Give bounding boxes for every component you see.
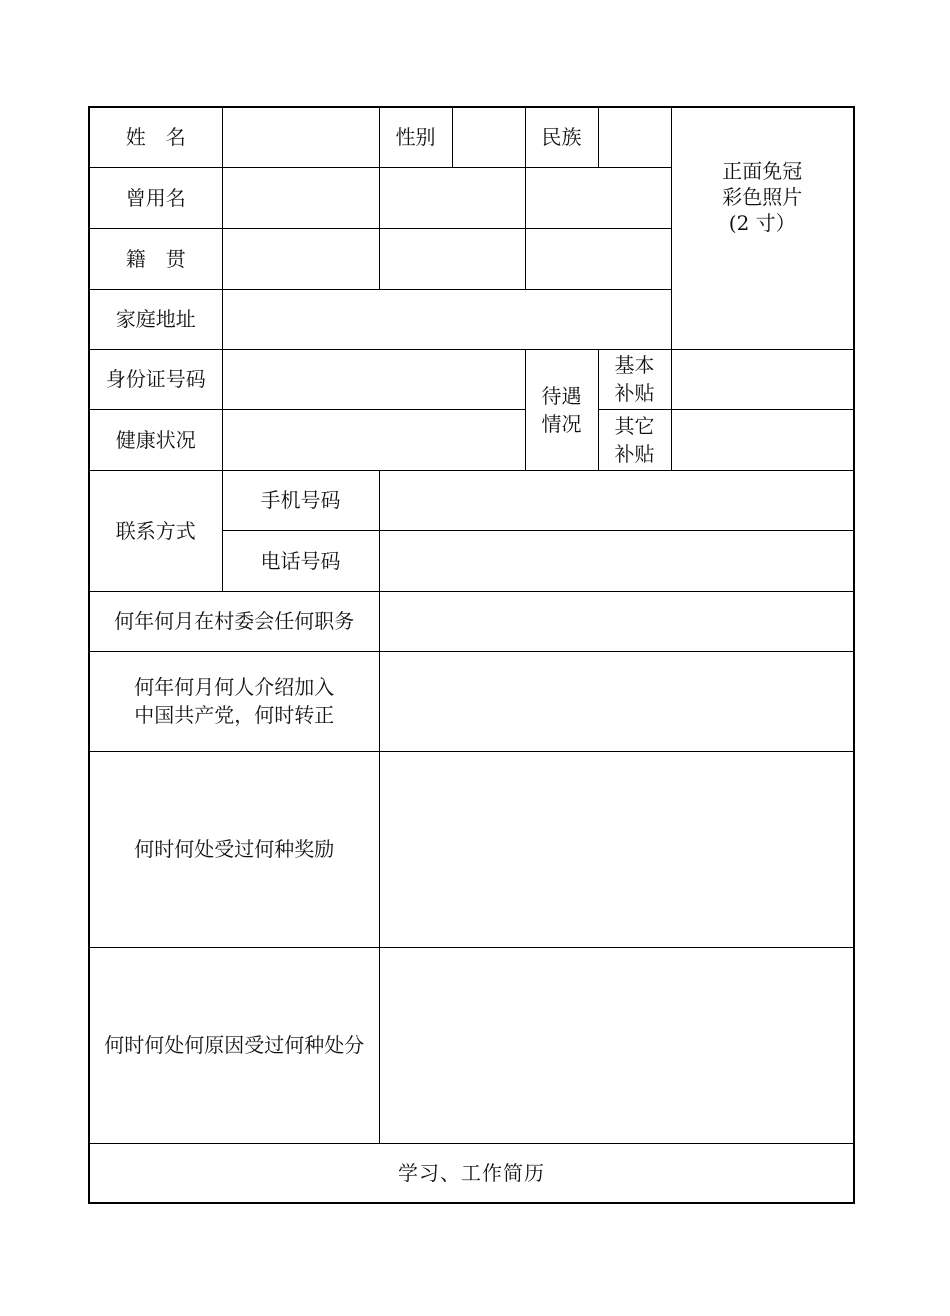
native-place-field[interactable] xyxy=(222,228,379,289)
basic-subsidy-field[interactable] xyxy=(671,349,854,409)
resume-section-title: 学习、工作简历 xyxy=(89,1143,854,1203)
registration-form-table xyxy=(88,106,855,1204)
ethnicity-field[interactable] xyxy=(598,107,671,167)
awards-label: 何时何处受过何种奖励 xyxy=(89,751,379,947)
punishments-field[interactable] xyxy=(379,947,854,1143)
gender-field[interactable] xyxy=(452,107,525,167)
photo-placeholder[interactable] xyxy=(671,107,854,349)
id-number-label: 身份证号码 xyxy=(89,349,222,409)
native-place-extra-field-2[interactable] xyxy=(525,228,671,289)
gender-label: 性别 xyxy=(379,107,452,167)
health-field[interactable] xyxy=(222,409,525,470)
name-field[interactable] xyxy=(222,107,379,167)
party-join-field[interactable] xyxy=(379,651,854,751)
former-name-extra-field-2[interactable] xyxy=(525,167,671,228)
other-subsidy-field[interactable] xyxy=(671,409,854,470)
health-label: 健康状况 xyxy=(89,409,222,470)
former-name-label: 曾用名 xyxy=(89,167,222,228)
punishments-label: 何时何处何原因受过何种处分 xyxy=(89,947,379,1143)
basic-subsidy-label: 基本 补贴 xyxy=(598,349,671,409)
home-address-field[interactable] xyxy=(222,289,671,349)
mobile-label: 手机号码 xyxy=(222,470,379,530)
name-label: 姓 名 xyxy=(89,107,222,167)
treatment-label: 待遇 情况 xyxy=(525,349,598,470)
id-number-field[interactable] xyxy=(222,349,525,409)
former-name-extra-field-1[interactable] xyxy=(379,167,525,228)
home-address-label: 家庭地址 xyxy=(89,289,222,349)
photo-note: 正面免冠 彩色照片 (2 寸） xyxy=(722,159,803,236)
phone-label: 电话号码 xyxy=(222,530,379,591)
awards-field[interactable] xyxy=(379,751,854,947)
other-subsidy-label: 其它 补贴 xyxy=(598,409,671,470)
village-post-label: 何年何月在村委会任何职务 xyxy=(89,591,379,651)
village-post-field[interactable] xyxy=(379,591,854,651)
former-name-field[interactable] xyxy=(222,167,379,228)
native-place-extra-field-1[interactable] xyxy=(379,228,525,289)
contact-label: 联系方式 xyxy=(89,470,222,591)
ethnicity-label: 民族 xyxy=(525,107,598,167)
mobile-field[interactable] xyxy=(379,470,854,530)
party-join-label: 何年何月何人介绍加入 中国共产党，何时转正 xyxy=(89,651,379,751)
native-place-label: 籍 贯 xyxy=(89,228,222,289)
phone-field[interactable] xyxy=(379,530,854,591)
